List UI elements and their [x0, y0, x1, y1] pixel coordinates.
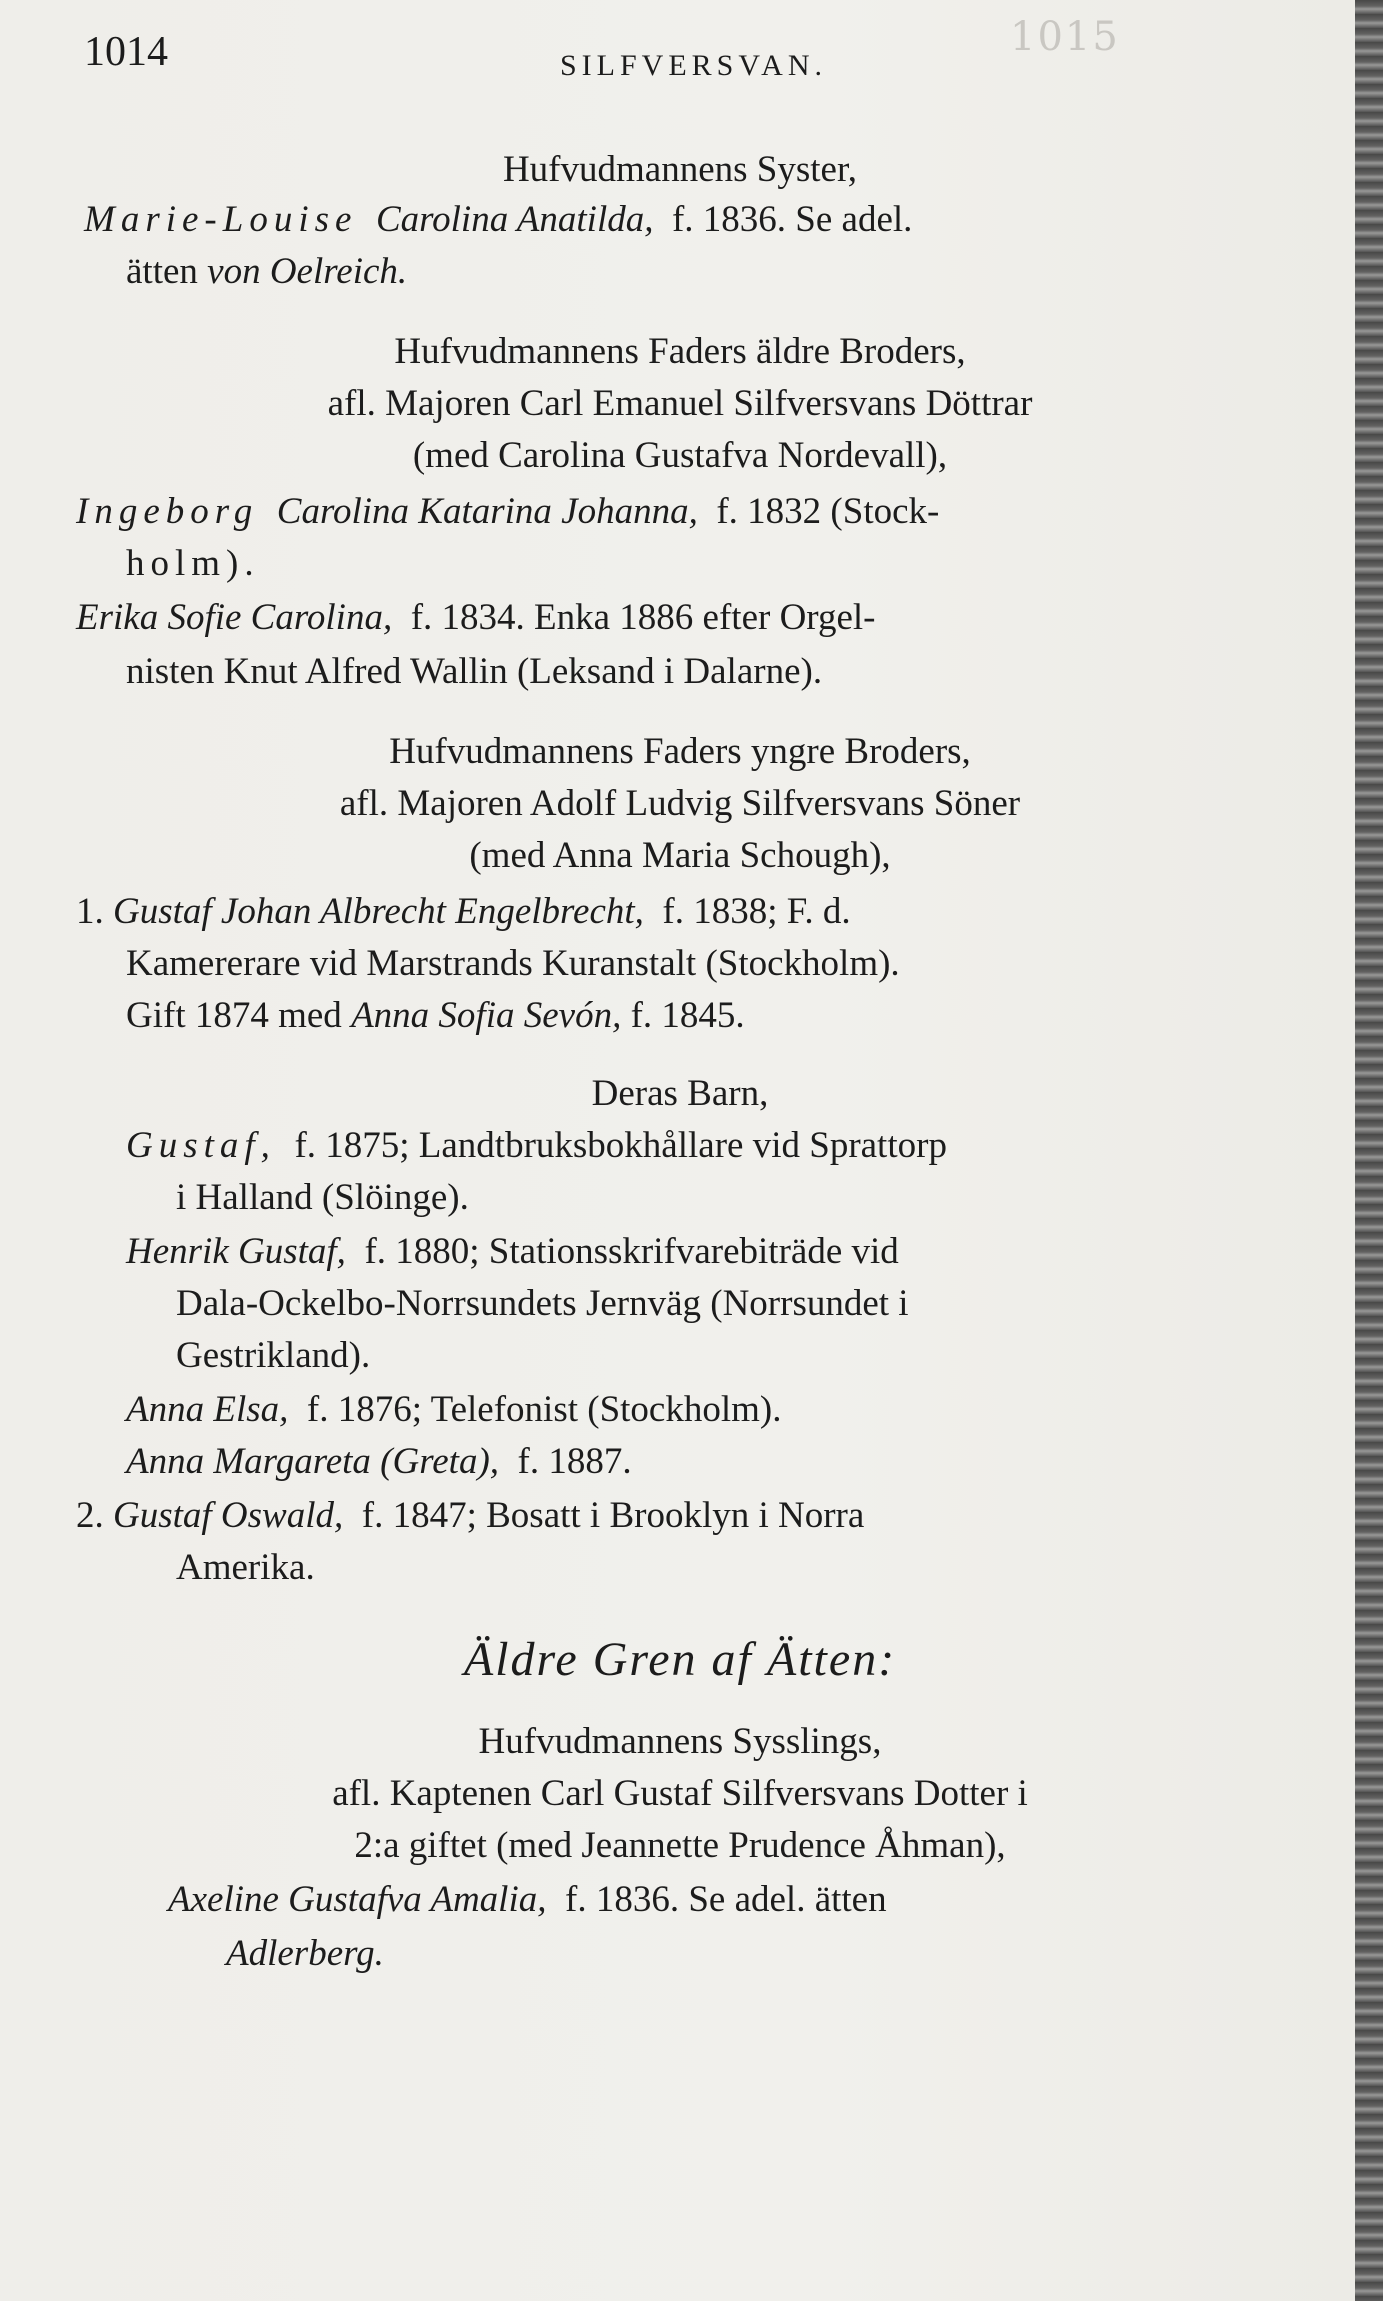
- entry-text: Gift 1874 med: [126, 995, 342, 1036]
- entry-axeline: [168, 1878, 887, 1922]
- entry-1-gustaf-johan: [76, 890, 851, 934]
- section-subheading: (med Anna Maria Schough),: [469, 835, 891, 876]
- person-names: Gustaf Oswald,: [113, 1495, 344, 1536]
- person-name: Ingeborg: [76, 491, 259, 532]
- entry-text: f. 1845.: [630, 995, 745, 1036]
- entry-1-line-2: Kamererare vid Marstrands Kuranstalt (Stockholm).: [126, 943, 900, 984]
- section-heading-aldre-broders: Hufvudmannens Faders äldre Broders,: [394, 331, 966, 372]
- entry-ingeborg-cont: holm).: [126, 543, 260, 584]
- entry-erika-cont: nisten Knut Alfred Wallin (Leksand i Dalarne).: [126, 651, 823, 692]
- running-title: SILFVERSVAN.: [560, 49, 827, 82]
- section-heading-yngre-broders: Hufvudmannens Faders yngre Broders,: [389, 731, 971, 772]
- person-names: Gustaf Johan Albrecht Engelbrecht,: [113, 891, 644, 932]
- entry-text: f. 1838; F. d.: [662, 891, 851, 932]
- child-gustaf-cont: i Halland (Slöinge).: [176, 1177, 469, 1218]
- person-names: Axeline Gustafva Amalia,: [168, 1879, 547, 1920]
- person-name: Anna Elsa,: [126, 1389, 289, 1430]
- child-gustaf: [126, 1124, 947, 1168]
- entry-erika: [76, 596, 875, 640]
- entry-number: 1.: [76, 891, 104, 932]
- section-subheading: afl. Majoren Adolf Ludvig Silfversvans Söner: [339, 783, 1021, 824]
- section-subheading: afl. Majoren Carl Emanuel Silfversvans Döttrar: [327, 383, 1033, 424]
- entry-ingeborg: [76, 490, 939, 534]
- entry-text: f. 1836. Se adel.: [671, 199, 913, 240]
- section-subheading: afl. Kaptenen Carl Gustaf Silfversvans Dotter i: [332, 1773, 1028, 1814]
- child-henrik: [126, 1230, 899, 1274]
- section-subheading: 2:a giftet (med Jeannette Prudence Åhman),: [354, 1825, 1006, 1866]
- person-names: Erika Sofie Carolina,: [76, 597, 393, 638]
- entry-text: f. 1836. Se adel. ätten: [565, 1879, 887, 1920]
- person-name: Gustaf,: [126, 1125, 276, 1166]
- entry-text: f. 1834. Enka 1886 efter Orgel-: [410, 597, 876, 638]
- entry-text: f. 1847; Bosatt i Brooklyn i Norra: [361, 1495, 865, 1536]
- entry-text: f. 1887.: [517, 1441, 632, 1482]
- family-reference: von Oelreich.: [207, 251, 408, 292]
- entry-1-line-3: [126, 994, 745, 1038]
- person-name: Marie-Louise: [84, 199, 358, 240]
- child-henrik-cont: Dala-Ockelbo-Norrsundets Jernväg (Norrsundet i: [176, 1283, 909, 1324]
- book-page-edge: [1355, 0, 1383, 2301]
- entry-text: f. 1875; Landtbruksbokhållare vid Sprattorp: [294, 1125, 947, 1166]
- person-name: Henrik Gustaf,: [126, 1231, 346, 1272]
- section-heading-sysslings: Hufvudmannens Sysslings,: [478, 1721, 882, 1762]
- page-number: 1014: [84, 29, 168, 75]
- branch-title: Äldre Gren af Ätten:: [463, 1633, 897, 1686]
- family-reference: Adlerberg.: [226, 1933, 384, 1974]
- entry-text: f. 1832 (Stock-: [716, 491, 940, 532]
- section-subheading: (med Carolina Gustafva Nordevall),: [412, 435, 948, 476]
- person-name: Anna Margareta (Greta),: [126, 1441, 500, 1482]
- children-heading: Deras Barn,: [591, 1073, 769, 1114]
- child-anna-margareta: [126, 1440, 632, 1484]
- entry-number: 2.: [76, 1495, 104, 1536]
- child-henrik-cont-2: Gestrikland).: [176, 1335, 371, 1376]
- entry-marie-louise-cont: [126, 250, 407, 294]
- entry-2-gustaf-oswald: [76, 1494, 864, 1538]
- person-names: Carolina Anatilda,: [375, 199, 654, 240]
- entry-text: f. 1876; Telefonist (Stockholm).: [306, 1389, 782, 1430]
- entry-text: f. 1880; Stationsskrifvarebiträde vid: [364, 1231, 899, 1272]
- section-heading-syster: Hufvudmannens Syster,: [502, 149, 858, 190]
- spouse-name: Anna Sofia Sevón,: [351, 995, 622, 1036]
- bleed-through-page-number: 1015: [1010, 14, 1120, 60]
- person-names: Carolina Katarina Johanna,: [276, 491, 698, 532]
- entry-2-cont: Amerika.: [176, 1547, 315, 1588]
- child-anna-elsa: [126, 1388, 781, 1432]
- entry-text: ätten: [126, 251, 198, 292]
- entry-marie-louise: [84, 198, 912, 242]
